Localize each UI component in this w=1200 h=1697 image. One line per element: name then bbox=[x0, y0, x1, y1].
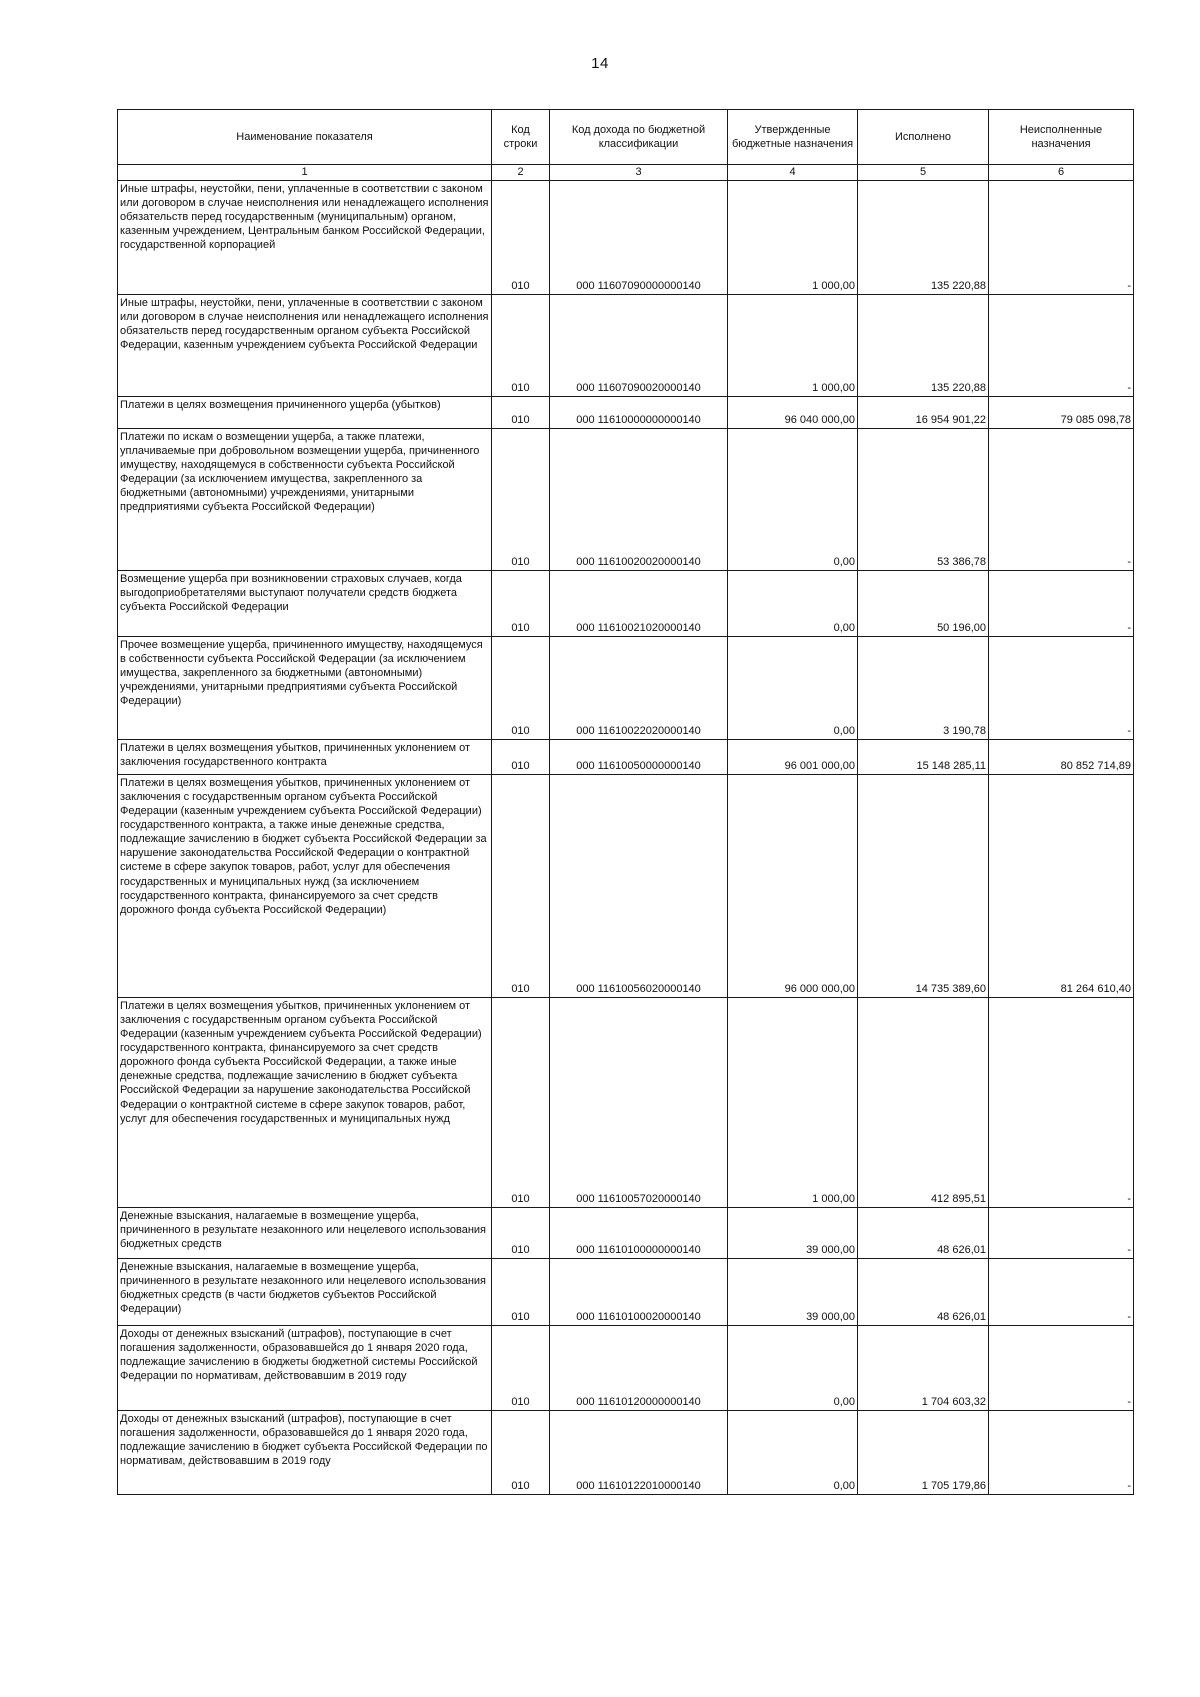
executed-amount: 3 190,78 bbox=[858, 637, 989, 740]
approved-amount: 96 000 000,00 bbox=[728, 775, 858, 998]
income-code: 000 11610020020000140 bbox=[550, 429, 728, 571]
column-number: 3 bbox=[550, 165, 728, 181]
page-number: 14 bbox=[591, 55, 609, 72]
unexecuted-amount: - bbox=[989, 1208, 1134, 1259]
column-number-row bbox=[118, 165, 1134, 181]
table-row bbox=[118, 397, 1134, 429]
income-code: 000 11610100020000140 bbox=[550, 1259, 728, 1326]
approved-amount: 1 000,00 bbox=[728, 181, 858, 295]
executed-amount: 412 895,51 bbox=[858, 998, 989, 1208]
indicator-name: Иные штрафы, неустойки, пени, уплаченные в соответствии с законом или договором в случае неисполнения или ненадлежащего исполнения обязательств перед государственным органом субъекта Российской Федерации, казенным учреждением субъекта Российской Федерации bbox=[118, 295, 492, 397]
header-income-code: Код дохода по бюджетной классификации bbox=[550, 110, 728, 165]
income-code: 000 11610021020000140 bbox=[550, 571, 728, 637]
line-code: 010 bbox=[492, 1326, 550, 1411]
executed-amount: 48 626,01 bbox=[858, 1208, 989, 1259]
indicator-name: Доходы от денежных взысканий (штрафов), поступающие в счет погашения задолженности, образовавшейся до 1 января 2020 года, подлежащие зачислению в бюджеты бюджетной системы Российской Федерации по нормативам, действовавшим в 2019 году bbox=[118, 1326, 492, 1411]
income-code: 000 11610000000000140 bbox=[550, 397, 728, 429]
table-row bbox=[118, 1326, 1134, 1411]
income-code: 000 11610122010000140 bbox=[550, 1411, 728, 1495]
table-row bbox=[118, 571, 1134, 637]
executed-amount: 16 954 901,22 bbox=[858, 397, 989, 429]
approved-amount: 0,00 bbox=[728, 637, 858, 740]
executed-amount: 15 148 285,11 bbox=[858, 740, 989, 775]
line-code: 010 bbox=[492, 740, 550, 775]
unexecuted-amount: - bbox=[989, 1326, 1134, 1411]
table-header-row bbox=[118, 110, 1134, 165]
line-code: 010 bbox=[492, 637, 550, 740]
header-approved: Утвержденные бюджетные назначения bbox=[728, 110, 858, 165]
unexecuted-amount: - bbox=[989, 295, 1134, 397]
header-unexecuted: Неисполненные назначения bbox=[989, 110, 1134, 165]
line-code: 010 bbox=[492, 998, 550, 1208]
approved-amount: 39 000,00 bbox=[728, 1259, 858, 1326]
table-row bbox=[118, 998, 1134, 1208]
unexecuted-amount: 79 085 098,78 bbox=[989, 397, 1134, 429]
table-row bbox=[118, 637, 1134, 740]
income-code: 000 11610057020000140 bbox=[550, 998, 728, 1208]
executed-amount: 135 220,88 bbox=[858, 295, 989, 397]
executed-amount: 48 626,01 bbox=[858, 1259, 989, 1326]
table-row bbox=[118, 1411, 1134, 1495]
executed-amount: 50 196,00 bbox=[858, 571, 989, 637]
indicator-name: Платежи в целях возмещения причиненного ущерба (убытков) bbox=[118, 397, 492, 429]
line-code: 010 bbox=[492, 397, 550, 429]
unexecuted-amount: 80 852 714,89 bbox=[989, 740, 1134, 775]
header-line-code: Код строки bbox=[492, 110, 550, 165]
unexecuted-amount: - bbox=[989, 1259, 1134, 1326]
indicator-name: Возмещение ущерба при возникновении страховых случаев, когда выгодоприобретателями выступают получатели средств бюджета субъекта Российской Федерации bbox=[118, 571, 492, 637]
table-row bbox=[118, 429, 1134, 571]
unexecuted-amount: - bbox=[989, 1411, 1134, 1495]
unexecuted-amount: 81 264 610,40 bbox=[989, 775, 1134, 998]
approved-amount: 0,00 bbox=[728, 1411, 858, 1495]
approved-amount: 0,00 bbox=[728, 429, 858, 571]
column-number: 2 bbox=[492, 165, 550, 181]
indicator-name: Платежи в целях возмещения убытков, причиненных уклонением от заключения с государственным органом субъекта Российской Федерации (казенным учреждением субъекта Российской Федерации) государственного контракта, а также иные денежные средства, подлежащие зачислению в бюджет субъекта Российской Федерации за нарушение законодательства Российской Федерации о контрактной системе в сфере закупок товаров, работ, услуг для обеспечения государственных и муниципальных нужд (за исключением государственного контракта, финансируемого за счет средств дорожного фонда субъекта Российской Федерации) bbox=[118, 775, 492, 998]
executed-amount: 14 735 389,60 bbox=[858, 775, 989, 998]
approved-amount: 0,00 bbox=[728, 571, 858, 637]
income-code: 000 11610120000000140 bbox=[550, 1326, 728, 1411]
executed-amount: 1 704 603,32 bbox=[858, 1326, 989, 1411]
table-row bbox=[118, 1259, 1134, 1326]
line-code: 010 bbox=[492, 1259, 550, 1326]
line-code: 010 bbox=[492, 295, 550, 397]
unexecuted-amount: - bbox=[989, 571, 1134, 637]
line-code: 010 bbox=[492, 1208, 550, 1259]
column-number: 6 bbox=[989, 165, 1134, 181]
indicator-name: Денежные взыскания, налагаемые в возмещение ущерба, причиненного в результате незаконного или нецелевого использования бюджетных средств bbox=[118, 1208, 492, 1259]
indicator-name: Доходы от денежных взысканий (штрафов), поступающие в счет погашения задолженности, образовавшейся до 1 января 2020 года, подлежащие зачислению в бюджет субъекта Российской Федерации по нормативам, действовавшим в 2019 году bbox=[118, 1411, 492, 1495]
unexecuted-amount: - bbox=[989, 637, 1134, 740]
executed-amount: 53 386,78 bbox=[858, 429, 989, 571]
indicator-name: Денежные взыскания, налагаемые в возмещение ущерба, причиненного в результате незаконного или нецелевого использования бюджетных средств (в части бюджетов субъектов Российской Федерации) bbox=[118, 1259, 492, 1326]
line-code: 010 bbox=[492, 571, 550, 637]
unexecuted-amount: - bbox=[989, 429, 1134, 571]
column-number: 1 bbox=[118, 165, 492, 181]
unexecuted-amount: - bbox=[989, 181, 1134, 295]
approved-amount: 96 040 000,00 bbox=[728, 397, 858, 429]
table-row bbox=[118, 775, 1134, 998]
budget-table bbox=[117, 109, 1134, 1495]
line-code: 010 bbox=[492, 775, 550, 998]
executed-amount: 135 220,88 bbox=[858, 181, 989, 295]
approved-amount: 39 000,00 bbox=[728, 1208, 858, 1259]
income-code: 000 11607090020000140 bbox=[550, 295, 728, 397]
column-number: 4 bbox=[728, 165, 858, 181]
table-row bbox=[118, 1208, 1134, 1259]
indicator-name: Платежи в целях возмещения убытков, причиненных уклонением от заключения государственного контракта bbox=[118, 740, 492, 775]
table-row bbox=[118, 740, 1134, 775]
indicator-name: Платежи по искам о возмещении ущерба, а также платежи, уплачиваемые при добровольном возмещении ущерба, причиненного имуществу, находящемуся в собственности субъекта Российской Федерации (за исключением имущества, закрепленного за бюджетными (автономными) учреждениями, унитарными предприятиями субъекта Российской Федерации) bbox=[118, 429, 492, 571]
header-executed: Исполнено bbox=[858, 110, 989, 165]
table-row bbox=[118, 295, 1134, 397]
income-code: 000 11607090000000140 bbox=[550, 181, 728, 295]
income-code: 000 11610050000000140 bbox=[550, 740, 728, 775]
line-code: 010 bbox=[492, 1411, 550, 1495]
indicator-name: Прочее возмещение ущерба, причиненного имуществу, находящемуся в собственности субъекта Российской Федерации (за исключением имущества, закрепленного за бюджетными (автономными) учреждениями, унитарными предприятиями субъекта Российской Федерации) bbox=[118, 637, 492, 740]
executed-amount: 1 705 179,86 bbox=[858, 1411, 989, 1495]
income-code: 000 11610100000000140 bbox=[550, 1208, 728, 1259]
unexecuted-amount: - bbox=[989, 998, 1134, 1208]
approved-amount: 0,00 bbox=[728, 1326, 858, 1411]
line-code: 010 bbox=[492, 429, 550, 571]
income-code: 000 11610056020000140 bbox=[550, 775, 728, 998]
table-row bbox=[118, 181, 1134, 295]
line-code: 010 bbox=[492, 181, 550, 295]
header-indicator-name: Наименование показателя bbox=[118, 110, 492, 165]
approved-amount: 96 001 000,00 bbox=[728, 740, 858, 775]
approved-amount: 1 000,00 bbox=[728, 295, 858, 397]
column-number: 5 bbox=[858, 165, 989, 181]
indicator-name: Иные штрафы, неустойки, пени, уплаченные в соответствии с законом или договором в случае неисполнения или ненадлежащего исполнения обязательств перед государственным (муниципальным) органом, казенным учреждением, Центральным банком Российской Федерации, государственной корпорацией bbox=[118, 181, 492, 295]
income-code: 000 11610022020000140 bbox=[550, 637, 728, 740]
indicator-name: Платежи в целях возмещения убытков, причиненных уклонением от заключения с государственным органом субъекта Российской Федерации (казенным учреждением субъекта Российской Федерации) государственного контракта, финансируемого за счет средств дорожного фонда субъекта Российской Федерации, а также иные денежные средства, подлежащие зачислению в бюджет субъекта Российской Федерации за нарушение законодательства Российской Федерации о контрактной системе в сфере закупок товаров, работ, услуг для обеспечения государственных и муниципальных нужд bbox=[118, 998, 492, 1208]
approved-amount: 1 000,00 bbox=[728, 998, 858, 1208]
